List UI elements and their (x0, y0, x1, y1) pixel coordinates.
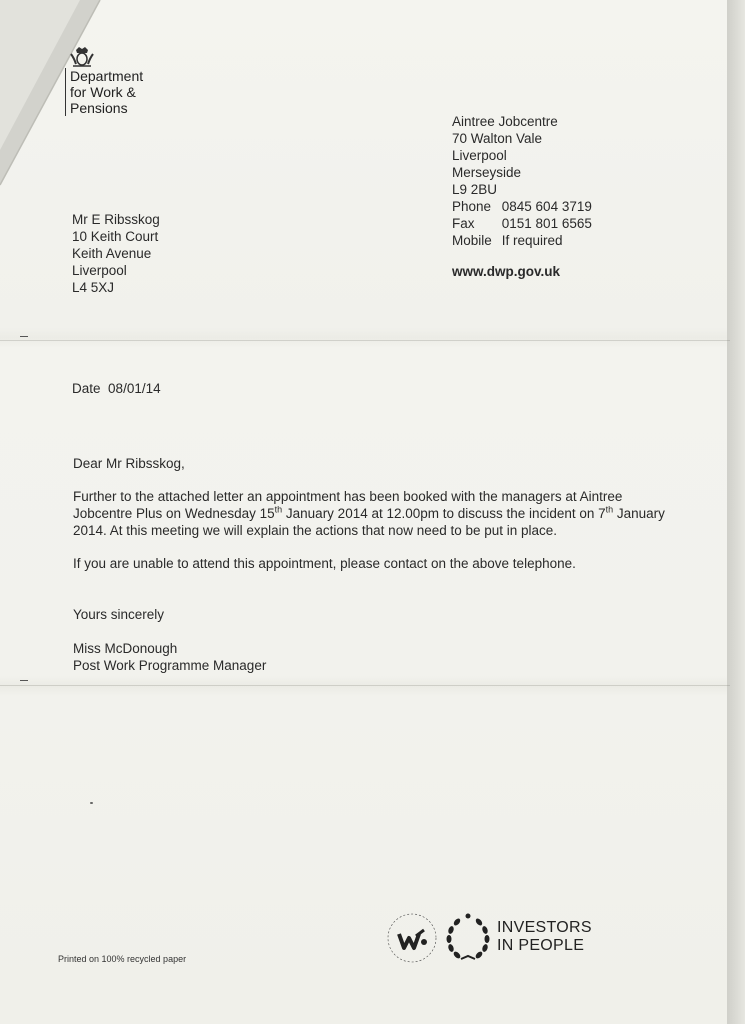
website: www.dwp.gov.uk (452, 264, 560, 279)
fax-number: 0151 801 6565 (501, 216, 592, 231)
paper-fold (0, 685, 730, 686)
org-line: Department (70, 68, 144, 84)
paragraph-text: January 2014. At this meeting we will explain the actions that now need to be put in place. (73, 506, 665, 538)
address-line: L9 2BU (452, 182, 498, 197)
signer-title: Post Work Programme Manager (73, 658, 267, 673)
recipient-address (72, 211, 160, 296)
address-line: L4 5XJ (72, 280, 115, 295)
disabled-people-logo (386, 912, 438, 964)
org-line: for Work & (70, 84, 136, 100)
fold-mark (20, 336, 28, 337)
mobile-label: Mobile (452, 233, 492, 248)
ordinal-suffix: th (274, 504, 283, 515)
mobile-row (452, 232, 592, 249)
iip-line: INVESTORS (497, 919, 592, 936)
body-paragraph (73, 488, 673, 539)
address-line: Mr E Ribsskog (72, 212, 160, 227)
investors-in-people-logo (497, 919, 592, 955)
address-line: Merseyside (452, 165, 522, 180)
mobile-value: If required (501, 233, 563, 248)
fold-mark (20, 680, 28, 681)
fax-row (452, 215, 592, 232)
phone-number: 0845 604 3719 (501, 199, 592, 214)
phone-label: Phone (452, 199, 492, 214)
dwp-logo (65, 68, 143, 116)
fax-label: Fax (452, 216, 475, 231)
date-value: 08/01/14 (108, 381, 161, 396)
address-line: Aintree Jobcentre (452, 114, 558, 129)
closing: Yours sincerely (73, 607, 165, 622)
signature-block (73, 640, 266, 674)
letter-date (72, 380, 161, 397)
address-line: Liverpool (452, 148, 507, 163)
sender-address (452, 113, 592, 249)
recycled-paper-note: Printed on 100% recycled paper (58, 954, 187, 964)
greeting: Dear Mr Ribsskog, (73, 456, 185, 471)
paper-speck (90, 802, 93, 804)
royal-crest-icon (68, 46, 96, 68)
address-line: Keith Avenue (72, 246, 152, 261)
date-label: Date (72, 381, 101, 396)
phone-row (452, 198, 592, 215)
ordinal-suffix: th (605, 504, 614, 515)
body-paragraph: If you are unable to attend this appointment, please contact on the above telephone. (73, 556, 576, 571)
org-line: Pensions (70, 100, 128, 116)
paper-edge (727, 0, 745, 1024)
signer-name: Miss McDonough (73, 641, 178, 656)
address-line: 10 Keith Court (72, 229, 159, 244)
iip-line: IN PEOPLE (497, 937, 585, 954)
address-line: Liverpool (72, 263, 127, 278)
paragraph-text: January 2014 at 12.00pm to discuss the incident on 7 (282, 506, 606, 521)
paper-fold (0, 340, 730, 341)
investors-wreath-icon (444, 912, 492, 962)
paragraph-text: Further to the attached letter an appointment has been booked with the managers at Aintree Jobcentre Plus on Wednesday 15 (73, 489, 623, 521)
address-line: 70 Walton Vale (452, 131, 543, 146)
